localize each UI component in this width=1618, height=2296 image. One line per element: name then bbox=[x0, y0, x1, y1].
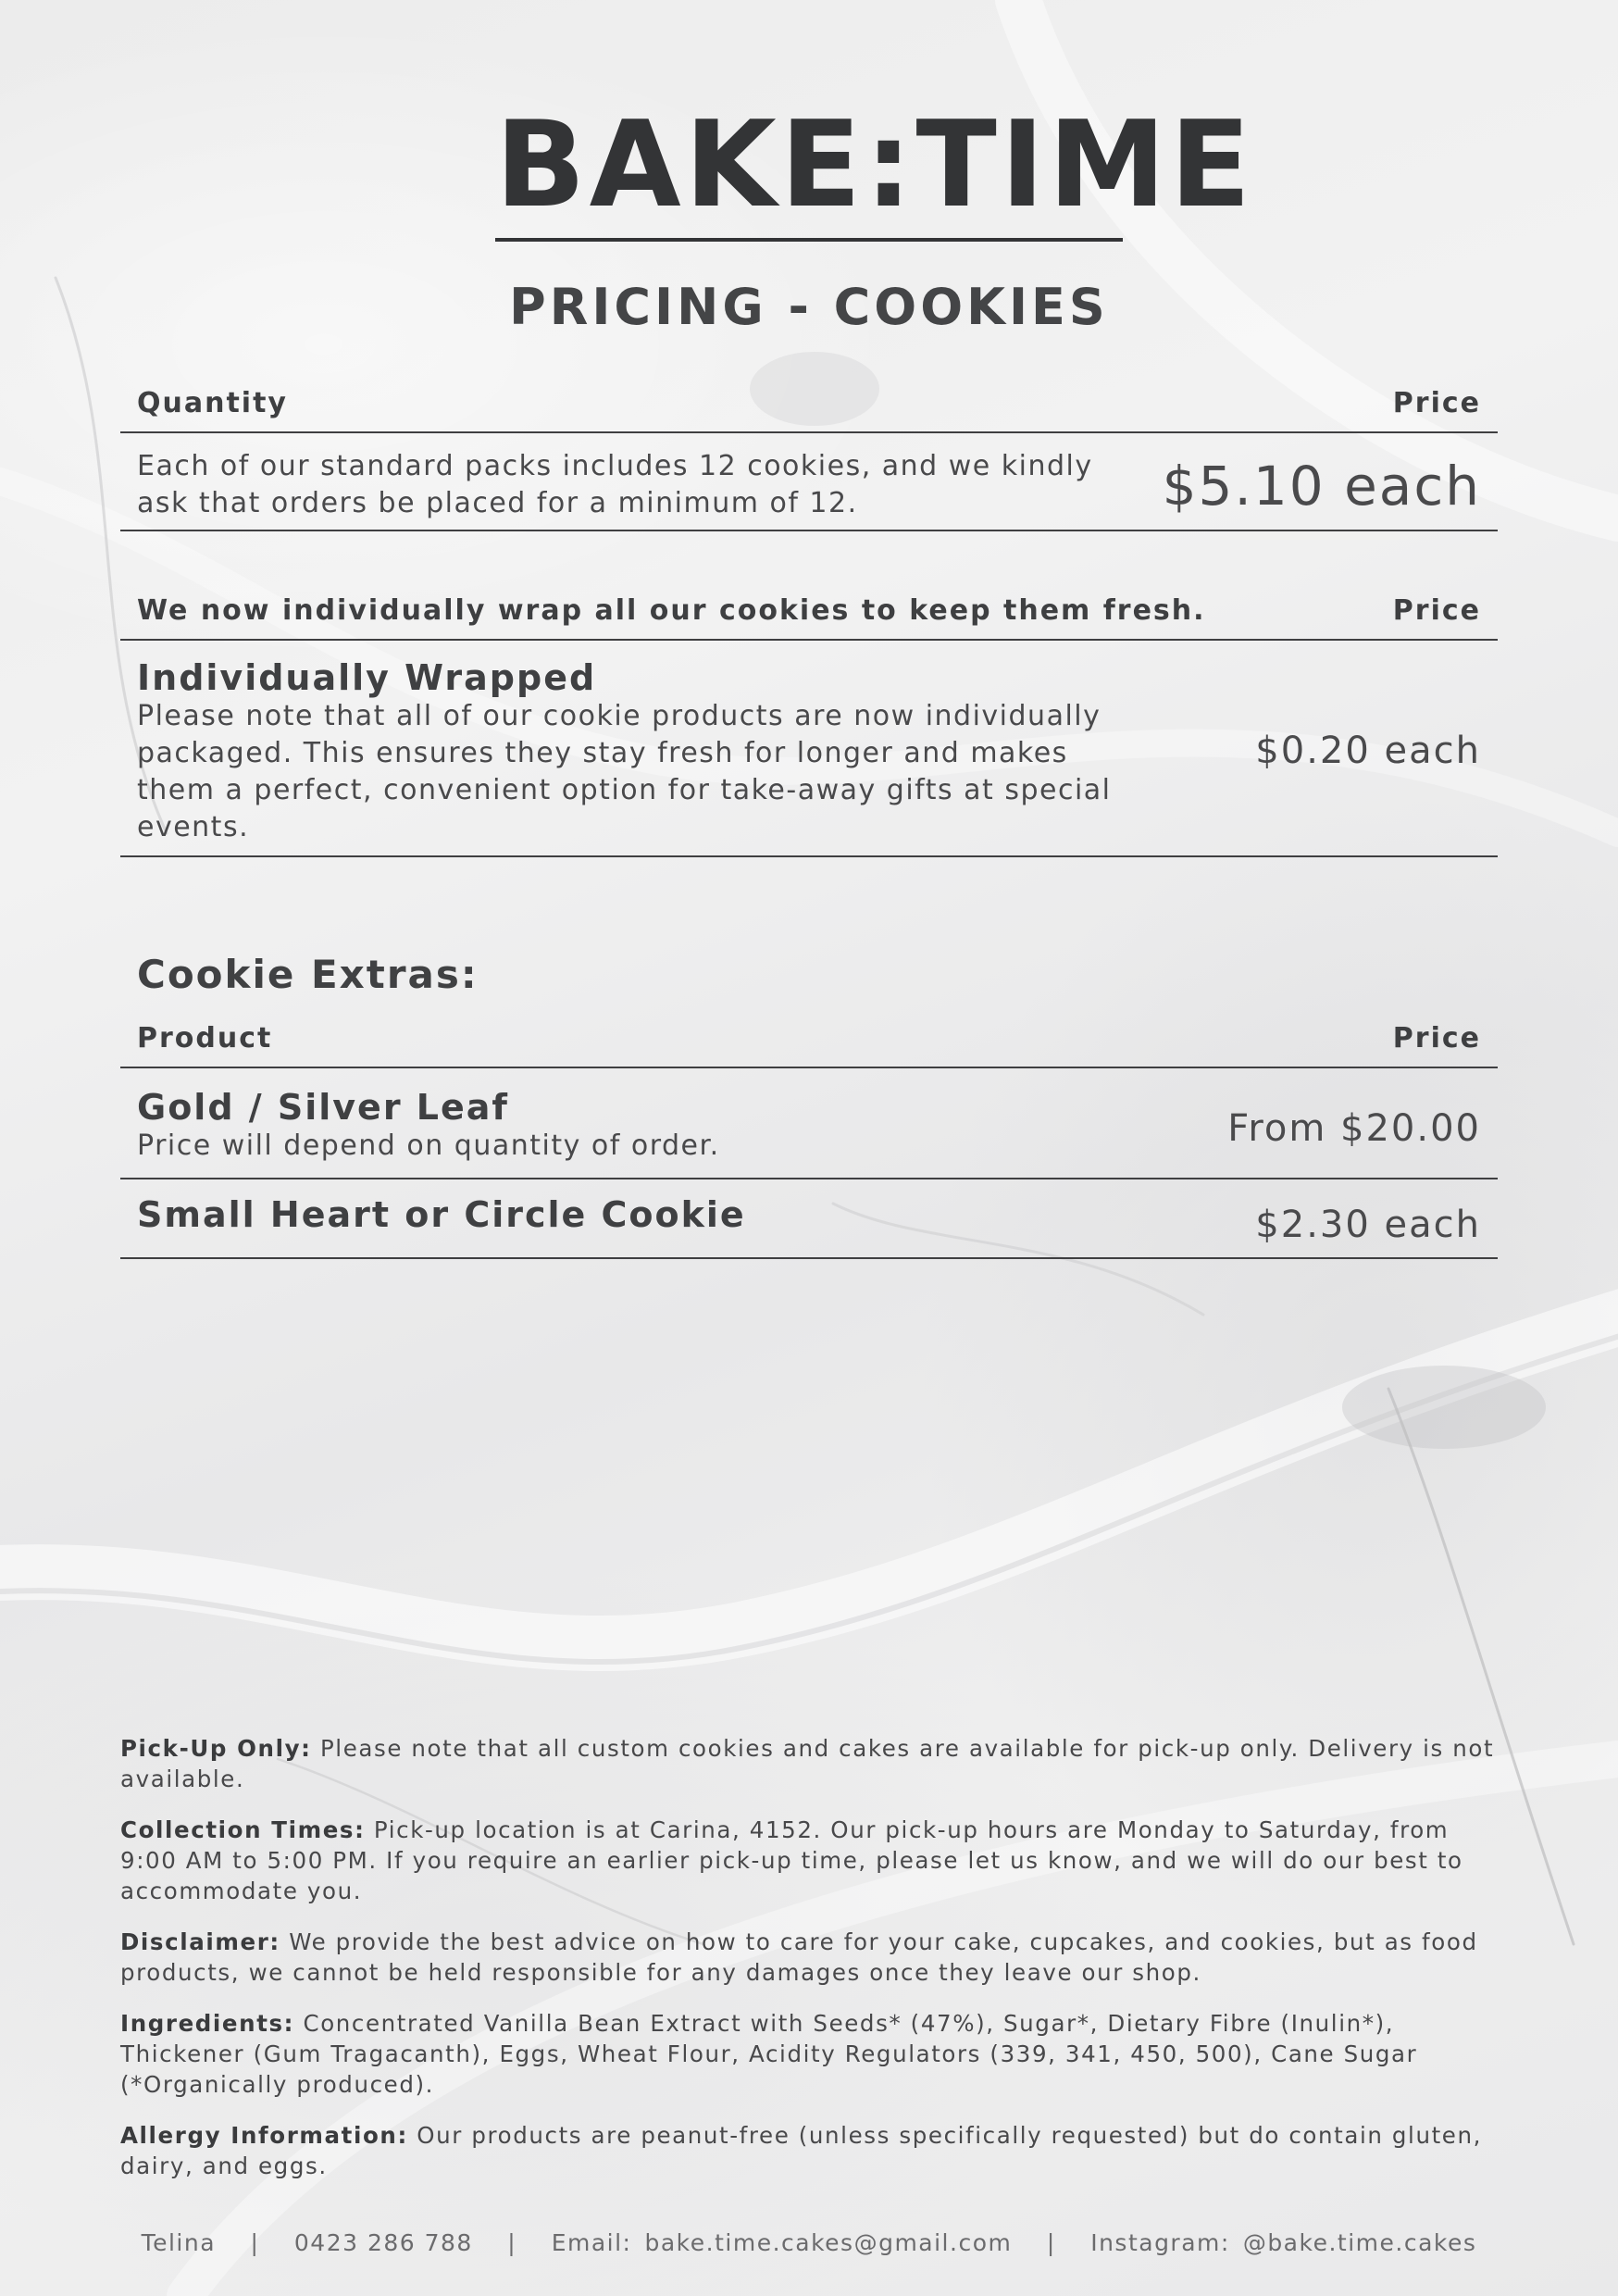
note-text: Pick-up location is at Carina, 4152. Our pick-up hours are Monday to Saturday, from 9:00 AM to 5:00 PM. If you require an earlier pick-up time, please let us know, and we will do our best to accommodate you. bbox=[120, 1816, 1463, 1904]
extras-item-title: Small Heart or Circle Cookie bbox=[137, 1194, 746, 1235]
wrap-header-label: We now individually wrap all our cookies to keep them fresh. bbox=[137, 594, 1206, 627]
note-text: Concentrated Vanilla Bean Extract with Seeds* (47%), Sugar*, Dietary Fibre (Inulin*), Thickener (Gum Tragacanth), Eggs, Wheat Flour, Acidity Regulators (339, 341, 450, 500), Cane Sugar (*Organically produced). bbox=[120, 2010, 1418, 2098]
terms-notes bbox=[120, 1733, 1498, 2202]
extras-item-description: Price will depend on quantity of order. bbox=[137, 1129, 720, 1162]
divider bbox=[120, 1178, 1498, 1179]
note-disclaimer bbox=[120, 1927, 1498, 1988]
extras-item-price: From $20.00 bbox=[1227, 1107, 1481, 1150]
extras-table-header bbox=[120, 1022, 1498, 1059]
footer-phone[interactable]: 0423 286 788 bbox=[293, 2229, 473, 2256]
note-allergy bbox=[120, 2120, 1498, 2181]
quantity-header-label: Quantity bbox=[137, 387, 288, 419]
footer-separator: | bbox=[1046, 2229, 1056, 2256]
wrap-row bbox=[137, 657, 1118, 846]
quantity-description: Each of our standard packs includes 12 cookies, and we kindly ask that orders be placed for a minimum of 12. bbox=[137, 450, 1093, 519]
extras-section-title: Cookie Extras: bbox=[137, 952, 479, 997]
note-label: Pick-Up Only: bbox=[120, 1735, 312, 1762]
note-label: Ingredients: bbox=[120, 2010, 295, 2037]
divider bbox=[120, 530, 1498, 531]
note-label: Disclaimer: bbox=[120, 1928, 280, 1955]
divider bbox=[120, 1067, 1498, 1068]
divider bbox=[120, 855, 1498, 857]
divider bbox=[120, 431, 1498, 433]
quantity-price-header: Price bbox=[1392, 387, 1481, 419]
note-label: Allergy Information: bbox=[120, 2122, 408, 2149]
contact-footer bbox=[0, 2229, 1618, 2256]
wrap-price-header: Price bbox=[1392, 594, 1481, 627]
extras-item-price: $2.30 each bbox=[1255, 1204, 1481, 1246]
wrap-table bbox=[120, 594, 1498, 843]
footer-instagram-label: Instagram: bbox=[1090, 2229, 1230, 2256]
quantity-row bbox=[137, 448, 1127, 522]
extras-row bbox=[137, 1194, 1063, 1235]
brand-logo bbox=[495, 96, 1255, 245]
note-label: Collection Times: bbox=[120, 1816, 366, 1843]
wrap-description: Please note that all of our cookie products are now individually packaged. This ensures they stay fresh for longer and makes them a perfect, convenient option for take-away gifts at special events. bbox=[137, 700, 1112, 843]
logo-underline bbox=[495, 238, 1123, 242]
wrap-price: $0.20 each bbox=[1255, 730, 1481, 772]
note-collection-times bbox=[120, 1815, 1498, 1906]
footer-name: Telina bbox=[141, 2229, 217, 2256]
wrap-table-header bbox=[120, 594, 1498, 631]
extras-price-header: Price bbox=[1392, 1022, 1481, 1054]
footer-email-link[interactable]: bake.time.cakes@gmail.com bbox=[644, 2229, 1013, 2256]
footer-instagram-link[interactable]: @bake.time.cakes bbox=[1242, 2229, 1477, 2256]
divider bbox=[120, 639, 1498, 641]
quantity-price: $5.10 each bbox=[1162, 455, 1481, 518]
quantity-table bbox=[120, 387, 1498, 519]
extras-table bbox=[120, 1022, 1498, 1246]
note-text: Please note that all custom cookies and cakes are available for pick-up only. Delivery is not available. bbox=[120, 1735, 1495, 1792]
brand-logo-text: BAKE:TIME bbox=[495, 96, 1255, 234]
wrap-item-title: Individually Wrapped bbox=[137, 657, 597, 698]
footer-separator: | bbox=[250, 2229, 260, 2256]
extras-row bbox=[137, 1087, 1063, 1165]
quantity-table-header bbox=[120, 387, 1498, 424]
note-pickup bbox=[120, 1733, 1498, 1794]
footer-email-label: Email: bbox=[551, 2229, 632, 2256]
note-text: Our products are peanut-free (unless specifically requested) but do contain gluten, dairy, and eggs. bbox=[120, 2122, 1482, 2179]
note-text: We provide the best advice on how to care for your cake, cupcakes, and cookies, but as food products, we cannot be held responsible for any damages once they leave our shop. bbox=[120, 1928, 1478, 1986]
footer-separator: | bbox=[507, 2229, 517, 2256]
note-ingredients bbox=[120, 2008, 1498, 2100]
divider bbox=[120, 1257, 1498, 1259]
extras-item-title: Gold / Silver Leaf bbox=[137, 1087, 509, 1128]
page-title: PRICING - COOKIES bbox=[509, 278, 1109, 336]
extras-product-header: Product bbox=[137, 1022, 273, 1054]
